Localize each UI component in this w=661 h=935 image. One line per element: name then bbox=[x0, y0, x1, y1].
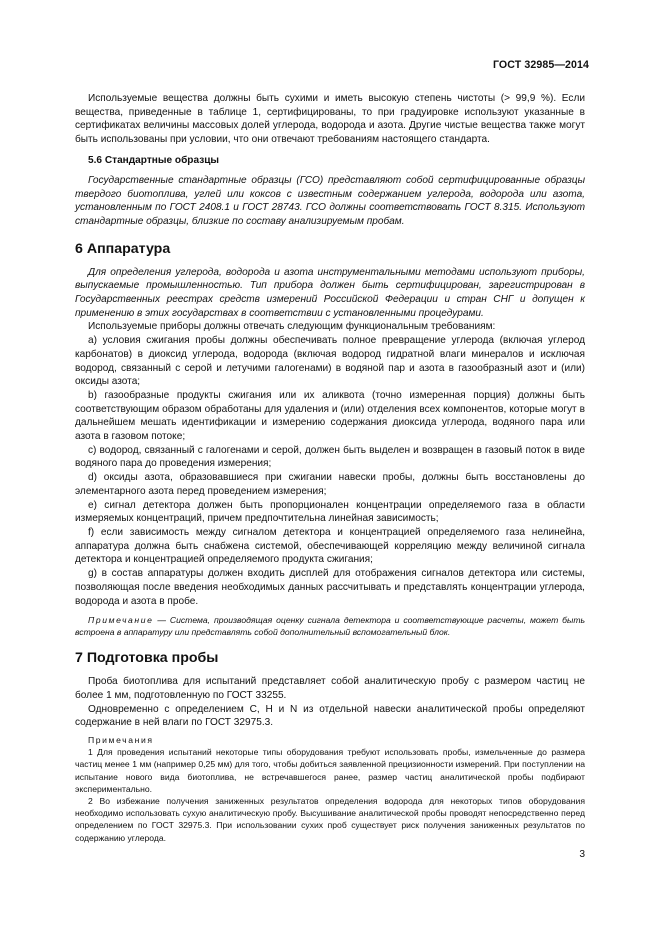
list-item: g) в состав аппаратуры должен входить дисплей для отображения сигналов детектора или системы, позволяющая после введения необходимых данных рассчитывать и представлять концентрации углерода, водорода и азота в пробе. bbox=[75, 568, 585, 607]
page-content bbox=[75, 92, 585, 844]
list-item: e) сигнал детектора должен быть пропорционален концентрации определяемого газа в области измеряемых концентраций, причем предпочтительна линейная зависимость; bbox=[75, 499, 585, 525]
note-label: Примечание bbox=[88, 615, 154, 626]
document-code: ГОСТ 32985—2014 bbox=[492, 59, 589, 71]
list-item: d) оксиды азота, образовавшиеся при сжигании навески пробы, должны быть восстановлены до элементарного азота перед проведением измерения; bbox=[75, 472, 585, 497]
section-7-heading: 7 Подготовка пробы bbox=[75, 650, 219, 667]
section-7-paragraph-1: Проба биотоплива для испытаний представляет собой аналитическую пробу с размером частиц не более 1 мм, подготовленную по ГОСТ 33255. bbox=[75, 676, 585, 701]
notes-label: Примечания bbox=[88, 735, 154, 746]
section-5-6-heading: 5.6 Стандартные образцы bbox=[88, 154, 220, 166]
section-6-requirements: Используемые приборы должны отвечать следующим функциональным требованиям: bbox=[88, 321, 496, 333]
list-item: b) газообразные продукты сжигания или их аликвота (точно измеренная порция) должны быть соответствующим образом обработаны для удаления и (или) отделения всех компонентов, которые могут в дальнейшем мешать идентификации и измерению содержания диоксида углерода, водяного пара или азота в газовом потоке; bbox=[75, 389, 585, 443]
section-6-heading: 6 Аппаратура bbox=[75, 240, 171, 257]
page-number: 3 bbox=[579, 849, 585, 860]
list-item: а) условия сжигания пробы должны обеспечивать полное превращение углерода (включая углерод карбонатов) в диоксид углерода, водорода (включая водород гидратной влаги минералов и исключая водород, связанный с серой и летучими галогенами) в водяной пар и азота в газообразный азот и (или) оксиды азота; bbox=[75, 335, 585, 388]
section-6-note bbox=[75, 614, 585, 638]
section-7-paragraph-2: Одновременно с определением С, Н и N из отдельной навески аналитической пробы определяют содержание в ней влаги по ГОСТ 32975.3. bbox=[75, 703, 585, 729]
intro-paragraph: Используемые вещества должны быть сухими и иметь высокую степень чистоты (> 99,9 %). Если вещества, приведенные в таблице 1, сертифицированы, то при градуировке используют указанные в сертификатах величины массовых долей углерода, водорода и азота. Другие чистые вещества также могут быть использованы при условии, что они отвечают требованиям настоящего стандарта. bbox=[75, 93, 585, 146]
section-5-6-text: Государственные стандартные образцы (ГСО) представляют собой сертифицированные образцы твердого биотоплива, углей или коксов с известным содержанием углерода, водорода или азота, установленным по ГОСТ 2408.1 и ГОСТ 28743. ГСО должны соответствовать ГОСТ 8.315. Используют стандартные образцы, близкие по составу анализируемым пробам. bbox=[75, 174, 585, 227]
note-text: — Система, производящая оценку сигнала детектора и соответствующие расчеты, может быть встроена в аппаратуру или представлять собой дополнительный вспомогательный блок. bbox=[75, 615, 585, 638]
list-item: c) водород, связанный с галогенами и серой, должен быть выделен и возвращен в газовый поток в виде водяного пара до проведения измерения; bbox=[75, 444, 585, 470]
list-item: f) если зависимость между сигналом детектора и концентрацией определяемого газа нелинейна, аппаратура должна быть снабжена системой, обеспечивающей корреляцию между величиной сигнала детектора и концентрацией определяемого продукта сжигания; bbox=[75, 526, 585, 566]
note-1: 1 Для проведения испытаний некоторые типы оборудования требуют использовать пробы, измельченные до размера частиц менее 1 мм (например 0,25 мм) для того, чтобы добиться заявленной прецизионности измерений. При поступлении на испытание нового вида биотоплива, не встречавшегося ранее, размер частиц аналитической пробы подбирают экспериментально. bbox=[75, 747, 585, 794]
note-2: 2 Во избежание получения заниженных результатов определения водорода для некоторых типов оборудования необходимо использовать сухую аналитическую пробу. Высушивание аналитической пробы проводят непосредственно перед определением по ГОСТ 32975.3. При использовании сухих проб существует риск получения заниженных результатов по содержанию углерода. bbox=[75, 796, 585, 843]
section-6-italic-text: Для определения углерода, водорода и азота инструментальными методами используют приборы, выпускаемые промышленностью. Тип прибора должен быть сертифицирован, зарегистрирован в Государственных реестрах средств измерений Российской Федерации и стран СНГ и допущен к применению в этих государствах в соответствии с установленными процедурами. bbox=[75, 266, 585, 319]
